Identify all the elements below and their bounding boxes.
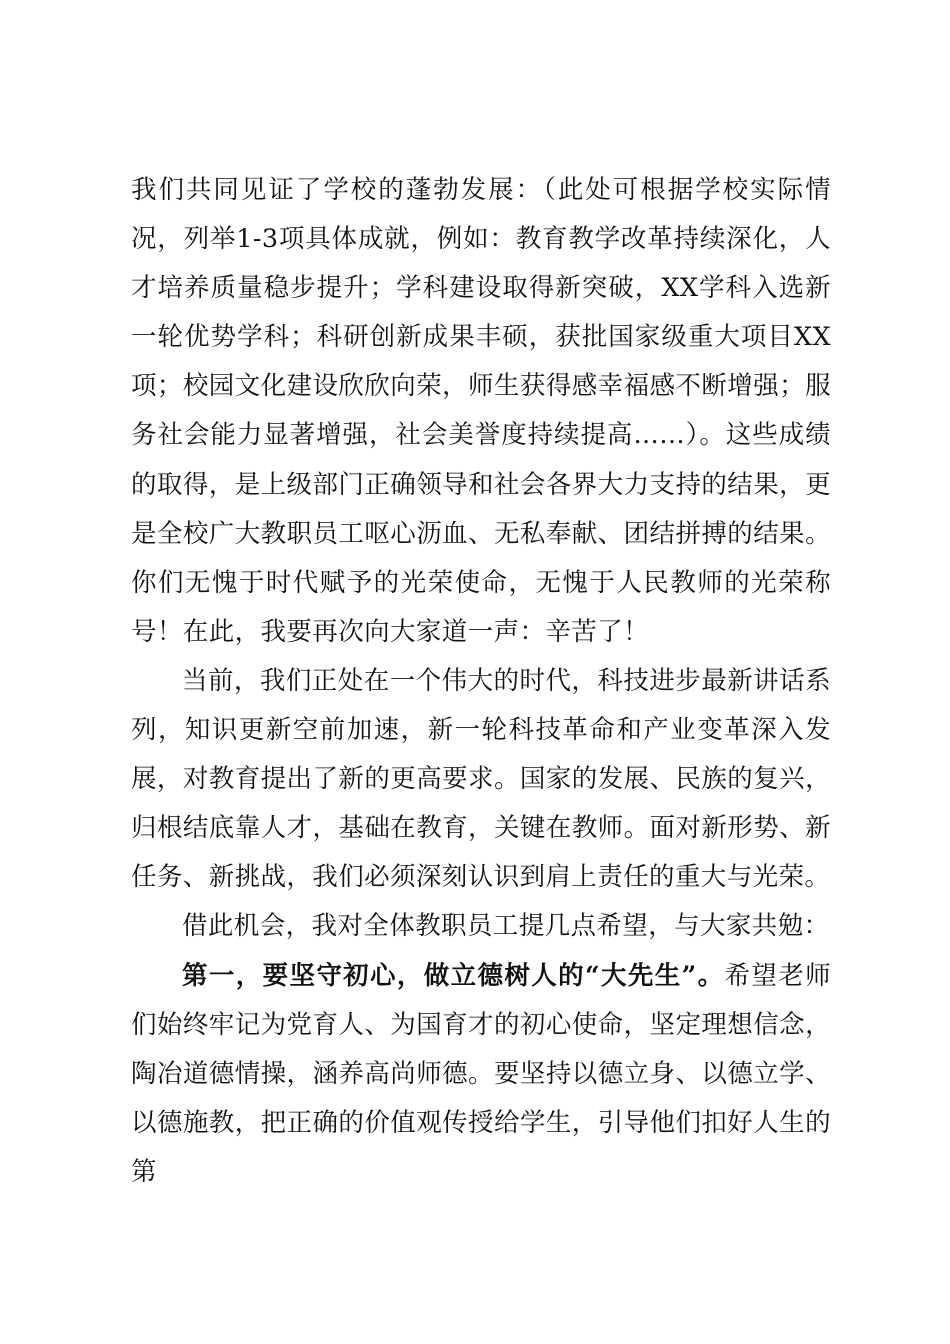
paragraph-lead-heading: 第一，要坚守初心，做立德树人的“大先生”。 bbox=[182, 960, 725, 991]
paragraph-hopes-intro bbox=[131, 902, 831, 951]
document-body bbox=[131, 166, 831, 1197]
paragraph-text: 我们共同见证了学校的蓬勃发展：（此处可根据学校实际情况，列举1-3项具体成就，例如：教育教学改革持续深化，人才培养质量稳步提升；学科建设取得新突破，XX学科入选新一轮优势学科；科研创新成果丰硕，获批国家级重大项目XX项；校园文化建设欣欣向荣，师生获得感幸福感不断增强；服务社会能力显著增强，社会美誉度持续提高……）。这些成绩的取得，是上级部门正确领导和社会各界大力支持的结果，更是全校广大教职员工呕心沥血、无私奉献、团结拼搏的结果。你们无愧于时代赋予的光荣使命，无愧于人民教师的光荣称号！在此，我要再次向大家道一声：辛苦了！ bbox=[131, 175, 831, 647]
paragraph-text: 借此机会，我对全体教职员工提几点希望，与大家共勉： bbox=[182, 911, 830, 942]
paragraph-achievements bbox=[131, 166, 831, 657]
paragraph-text: 当前，我们正处在一个伟大的时代，科技进步最新讲话系列，知识更新空前加速，新一轮科技革命和产业变革深入发展，对教育提出了新的更高要求。国家的发展、民族的复兴，归根结底靠人才，基础在教育，关键在教师。面对新形势、新任务、新挑战，我们必须深刻认识到肩上责任的重大与光荣。 bbox=[131, 665, 831, 893]
paragraph-first-hope bbox=[131, 952, 831, 1197]
paragraph-current-era bbox=[131, 657, 831, 902]
paragraph-text: 希望老师们始终牢记为党育人、为国育才的初心使命，坚定理想信念，陶冶道德情操，涵养高尚师德。要坚持以德立身、以德立学、以德施教，把正确的价值观传授给学生，引导他们扣好人生的第 bbox=[131, 960, 831, 1187]
